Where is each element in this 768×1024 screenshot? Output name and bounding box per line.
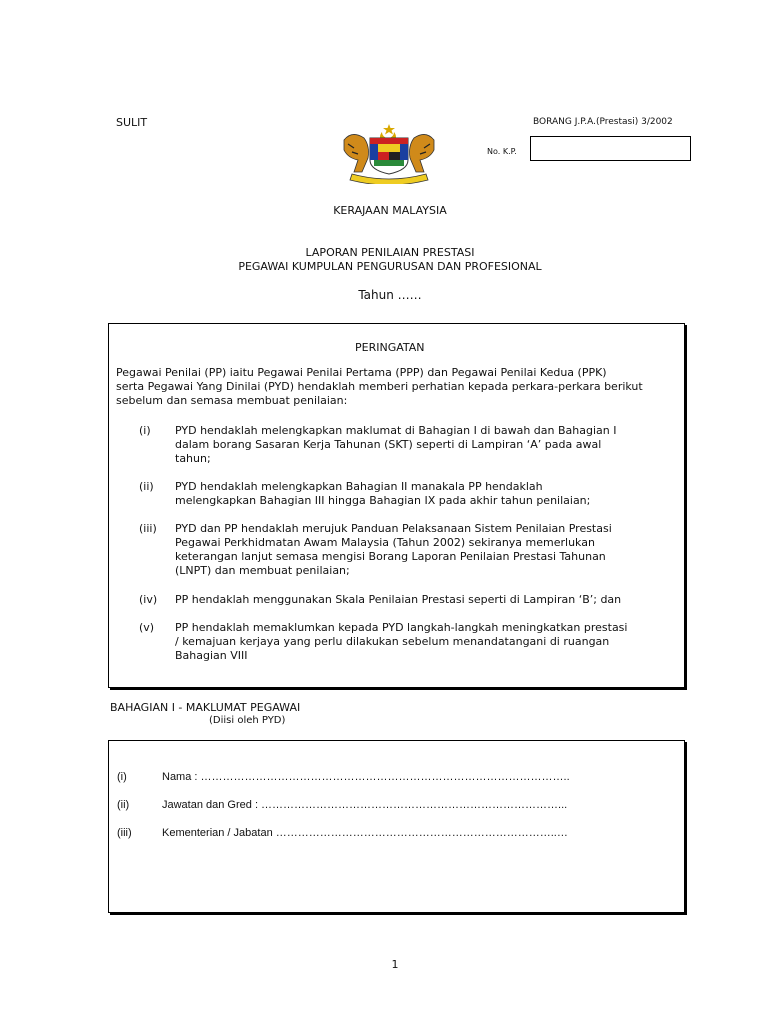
- warning-item-number: (iii): [139, 522, 157, 535]
- report-title: LAPORAN PENILAIAN PRESTASI: [305, 246, 475, 259]
- coat-of-arms-emblem: [338, 122, 440, 184]
- warning-item-text: [175, 593, 651, 607]
- warning-item-text: [175, 480, 651, 508]
- warning-item-number: (iv): [139, 593, 158, 606]
- field-number: (i): [117, 771, 127, 783]
- section-title: BAHAGIAN I - MAKLUMAT PEGAWAI: [110, 701, 301, 714]
- form-code: BORANG J.P.A.(Prestasi) 3/2002: [533, 117, 673, 127]
- warning-item-line: PYD hendaklah melengkapkan maklumat di Bahagian I di bawah dan Bahagian I: [175, 424, 617, 437]
- warning-item-line: keterangan lanjut semasa mengisi Borang Laporan Penilaian Prestasi Tahunan: [175, 550, 606, 563]
- field-number: (ii): [117, 799, 130, 811]
- warning-intro: [116, 366, 686, 408]
- warning-item-line: Bahagian VIII: [175, 649, 248, 662]
- warning-item-line: melengkapkan Bahagian III hingga Bahagian IX pada akhir tahun penilaian;: [175, 494, 591, 507]
- warning-intro-line: Pegawai Penilai (PP) iaitu Pegawai Penilai Pertama (PPP) dan Pegawai Penilai Kedua (PPK): [116, 366, 607, 379]
- warning-item-line: tahun;: [175, 452, 211, 465]
- section-subtitle: (Diisi oleh PYD): [209, 715, 286, 726]
- warning-item-line: PP hendaklah memaklumkan kepada PYD langkah-langkah meningkatkan prestasi: [175, 621, 628, 634]
- warning-item-line: Pegawai Perkhidmatan Awam Malaysia (Tahun 2002) sekiranya memerlukan: [175, 536, 595, 549]
- position-grade-field[interactable]: Jawatan dan Gred : ………………………………………………………………………...: [162, 799, 568, 811]
- warning-item-text: [175, 621, 651, 663]
- government-title: KERAJAAN MALAYSIA: [333, 204, 447, 217]
- id-number-field[interactable]: [530, 136, 691, 161]
- warning-item-number: (i): [139, 424, 151, 437]
- warning-item-line: (LNPT) dan membuat penilaian;: [175, 564, 350, 577]
- group-title: PEGAWAI KUMPULAN PENGURUSAN DAN PROFESIONAL: [238, 260, 542, 273]
- warning-item-text: [175, 424, 651, 466]
- warning-item-line: dalam borang Sasaran Kerja Tahunan (SKT) seperti di Lampiran ‘A’ pada awal: [175, 438, 602, 451]
- warning-item-line: PYD dan PP hendaklah merujuk Panduan Pelaksanaan Sistem Penilaian Prestasi: [175, 522, 612, 535]
- id-number-label: No. K.P.: [487, 147, 517, 156]
- ministry-department-field[interactable]: Kementerian / Jabatan …………………………………………………………………..…: [162, 827, 568, 839]
- warning-intro-line: sebelum dan semasa membuat penilaian:: [116, 394, 348, 407]
- name-field[interactable]: Nama : ………………………………………………………………………………………..: [162, 771, 570, 783]
- warning-item-text: [175, 522, 651, 578]
- warning-title: PERINGATAN: [355, 341, 425, 354]
- year-line: Tahun ……: [358, 288, 422, 302]
- field-number: (iii): [117, 827, 132, 839]
- warning-item-line: PP hendaklah menggunakan Skala Penilaian Prestasi seperti di Lampiran ‘B’; dan: [175, 593, 622, 606]
- warning-item-number: (v): [139, 621, 155, 634]
- page-number: 1: [391, 958, 399, 971]
- warning-item-number: (ii): [139, 480, 154, 493]
- warning-intro-line: serta Pegawai Yang Dinilai (PYD) hendaklah memberi perhatian kepada perkara-perkara berikut: [116, 380, 643, 393]
- warning-item-line: PYD hendaklah melengkapkan Bahagian II manakala PP hendaklah: [175, 480, 543, 493]
- classification-label: SULIT: [116, 116, 148, 129]
- warning-item-line: / kemajuan kerjaya yang perlu dilakukan sebelum menandatangani di ruangan: [175, 635, 610, 648]
